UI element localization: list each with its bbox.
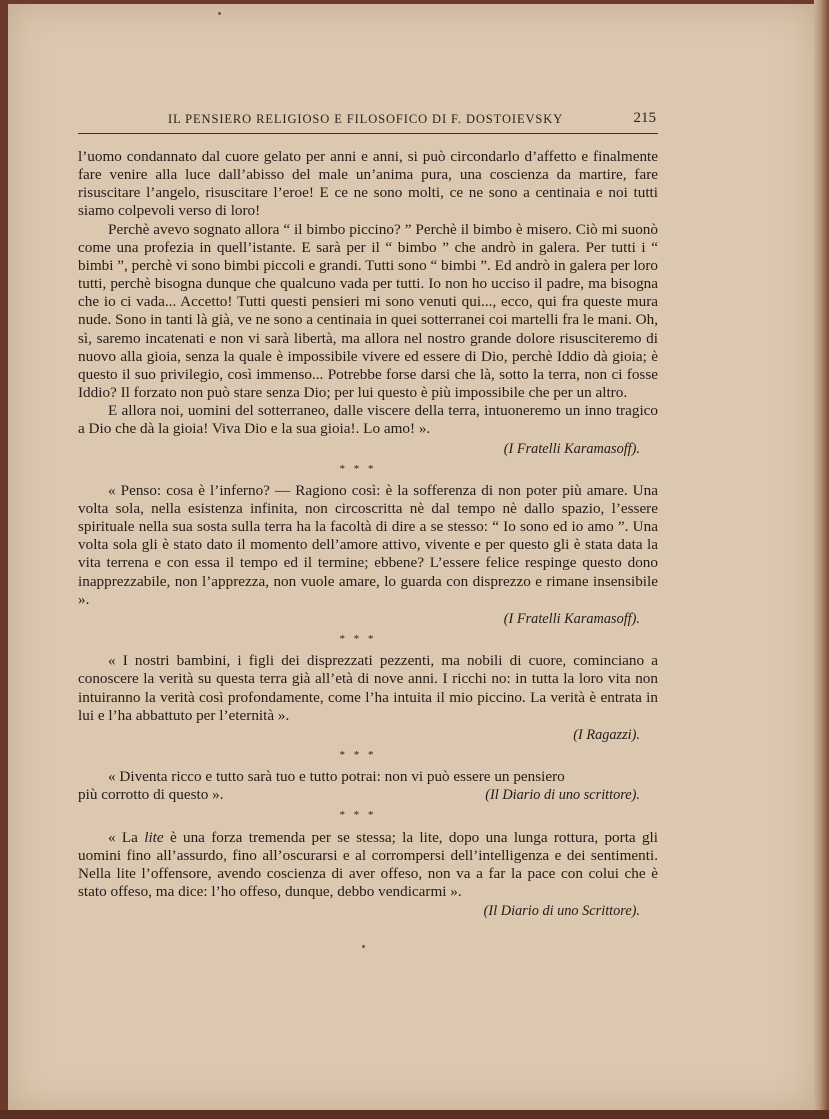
- header-rule: [78, 133, 658, 134]
- citation-3: (I Ragazzi).: [573, 726, 640, 743]
- citation-5: (Il Diario di uno Scrittore).: [483, 903, 640, 920]
- page-bottom-edge: [0, 1110, 829, 1119]
- section-divider-2: * * *: [339, 633, 377, 646]
- page-body: [78, 148, 658, 920]
- paragraph-4: « Penso: cosa è l’inferno? — Ragiono così: è la sofferenza di non poter più amare. Una volta sola, nella esistenza infinita, non circoscritta nè dal tempo nè dallo spazio, l’essere spirituale nella sua sosta sulla terra ha la facoltà di dire a se stesso: “ Io sono ed io amo ”. Una volta sola gli è stato dato il momento dell’amore attivo, vivente e per questo gli è stata data la vita terrena e con essa il tempo ed il termine; ebbene? L’essere felice respinge questo dono inapprezzabile, non l’apprezza, non vuole amare, lo guarda con disprezzo e rimane insensibile ».: [78, 481, 658, 608]
- page-header: [78, 110, 658, 130]
- citation-2: (I Fratelli Karamasoff).: [503, 610, 640, 627]
- ink-speck: [218, 12, 221, 15]
- ink-speck: [362, 945, 365, 948]
- citation-4: (Il Diario di uno scrittore).: [485, 787, 640, 804]
- paragraph-7-rest: è una forza tremenda per se stessa; la lite, dopo una lunga rottura, porta gli uomini fino all’assurdo, fino all’oscurarsi e al corrompersi dell’intelligenza e dei sentimenti. Nella lite l’offensore, avendo coscienza di aver offeso, non va a far la pace con colui che è stato offeso, ma dice: l’ho offeso, dunque, debbo vendicarmi ».: [78, 828, 658, 901]
- paragraph-6: « Diventa ricco e tutto sarà tuo e tutto potrai: non vi può essere un pensiero: [108, 768, 565, 786]
- paragraph-5: « I nostri bambini, i figli dei disprezzati pezzenti, ma nobili di cuore, cominciano a conoscere la verità su questa terra già all’età di nove anni. I ricchi no: in tutta la loro vita non intuiranno la verità così profondamente, come l’ha intuita il mio piccino. La verità è entrata in lui e l’ha abbattuto per l’eternità ».: [78, 652, 658, 724]
- paragraph-3: E allora noi, uomini del sotterraneo, dalle viscere della terra, intuoneremo un inno tragico a Dio che dà la gioia! Viva Dio e la sua gioia!. Lo amo! ».: [78, 402, 658, 438]
- section-divider-1: * * *: [339, 462, 377, 475]
- paragraph-1: l’uomo condannato dal cuore gelato per anni e anni, si può circondarlo d’affetto e finalmente fare venire alla luce dall’abisso del male un’anima pura, una coscienza da martire, fare risuscitare l’angelo, risuscitare l’eroe! E ce ne sono molti, ce ne sono a centinaia e noi tutti siamo colpevoli verso di loro!: [78, 148, 658, 220]
- running-head: IL PENSIERO RELIGIOSO E FILOSOFICO DI F. DOSTOIEVSKY: [168, 112, 564, 126]
- paragraph-7-open: « La: [108, 828, 145, 846]
- section-divider-4: * * *: [339, 809, 377, 822]
- paragraph-2: Perchè avevo sognato allora “ il bimbo piccino? ” Perchè il bimbo è misero. Ciò mi suonò come una profezia in quell’istante. E sarà per il “ bimbo ” che andrò in galera. Per tutti i “ bimbi ”, perchè vi sono bimbi piccoli e grandi. Tutti sono “ bimbi ”. Ed andrò in galera per loro tutti, perchè bisogna dunque che qualcuno vada per tutti. Io non ho ucciso il padre, ma bisogna che io ci vada... Accetto! Tutti questi pensieri mi sono venuti qui..., ecco, qui fra queste mura nude. Sono in tanti là già, ve ne sono a centinaia in quei sotterranei coi martelli fra le mani. Oh, sì, saremo incatenati e non vi sarà libertà, ma allora nel nostro grande dolore risusciteremo di nuovo alla gioia, senza la quale è impossibile vivere ed essere di Dio, perchè Iddio dà gioia; è questo il suo privilegio, così immenso... Potrebbe forse darsi che là, sotto la terra, non ci fosse Iddio? Il forzato non può stare senza Dio; per lui questo è più impossibile che per un altro.: [78, 220, 658, 402]
- page-number: 215: [633, 110, 656, 126]
- page-gutter: [814, 0, 829, 1119]
- paragraph-7: [78, 829, 658, 902]
- citation-1: (I Fratelli Karamasoff).: [503, 440, 640, 457]
- paragraph-7-italic-word: lite: [144, 828, 164, 846]
- paragraph-6-last-line: [78, 786, 658, 804]
- section-divider-3: * * *: [339, 749, 377, 761]
- paragraph-6-end: più corrotto di questo ».: [78, 786, 224, 804]
